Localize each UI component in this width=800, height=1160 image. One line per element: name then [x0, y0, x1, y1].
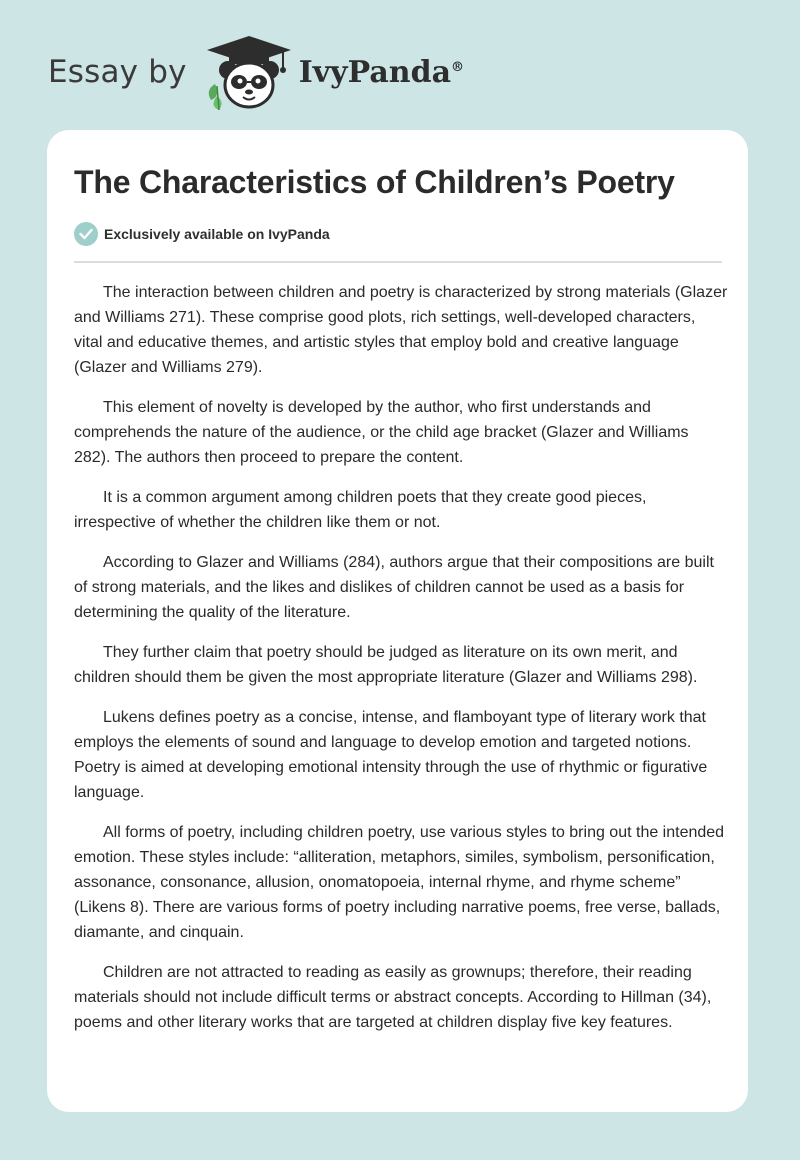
brand-name[interactable]	[299, 55, 464, 90]
exclusive-badge	[74, 222, 330, 246]
paragraph: This element of novelty is developed by the author, who first understands and comprehends the nature of the audience, or the child age bracket (Glazer and Williams 282). The authors then proceed to prepare the content.	[74, 399, 689, 466]
check-circle-icon	[74, 222, 98, 246]
exclusive-badge-label: Exclusively available on IvyPanda	[104, 226, 330, 242]
site-header	[48, 32, 464, 112]
paragraph: All forms of poetry, including children poetry, use various styles to bring out the intended emotion. These styles include: “alliteration, metaphors, similes, symbolism, personification, assonance, consonance, allusion, onomatopoeia, internal rhyme, and rhyme scheme” (Likens 8). There are various forms of poetry including narrative poems, free verse, ballads, diamante, and cinquain.	[74, 824, 725, 941]
essay-body	[74, 280, 728, 1050]
panda-graduate-logo-icon[interactable]	[201, 32, 297, 112]
paragraph: Children are not attracted to reading as easily as grownups; therefore, their reading materials should not include difficult terms or abstract concepts. According to Hillman (34), poems and other literary works that are targeted at children display five key features.	[74, 964, 712, 1031]
essay-card	[47, 130, 748, 1112]
paragraph: The interaction between children and poetry is characterized by strong materials (Glazer and Williams 271). These comprise good plots, rich settings, well-developed characters, vital and educative themes, and artistic styles that employ bold and creative language (Glazer and Williams 279).	[74, 284, 728, 376]
page-title: The Characteristics of Children’s Poetry	[74, 164, 675, 200]
divider	[74, 261, 722, 263]
brand-name-text: IvyPanda	[298, 54, 452, 90]
essay-by-label: Essay by	[48, 54, 187, 90]
paragraph: It is a common argument among children poets that they create good pieces, irrespective of whether the children like them or not.	[74, 489, 647, 531]
paragraph: They further claim that poetry should be judged as literature on its own merit, and children should them be given the most appropriate literature (Glazer and Williams 298).	[74, 644, 698, 686]
paragraph: Lukens defines poetry as a concise, intense, and flamboyant type of literary work that employs the elements of sound and language to develop emotion and targeted notions. Poetry is aimed at developing emotional intensity through the use of rhythmic or figurative language.	[74, 709, 708, 801]
paragraph: According to Glazer and Williams (284), authors argue that their compositions are built of strong materials, and the likes and dislikes of children cannot be used as a basis for determining the quality of the literature.	[74, 554, 714, 621]
registered-mark: ®	[451, 59, 465, 75]
